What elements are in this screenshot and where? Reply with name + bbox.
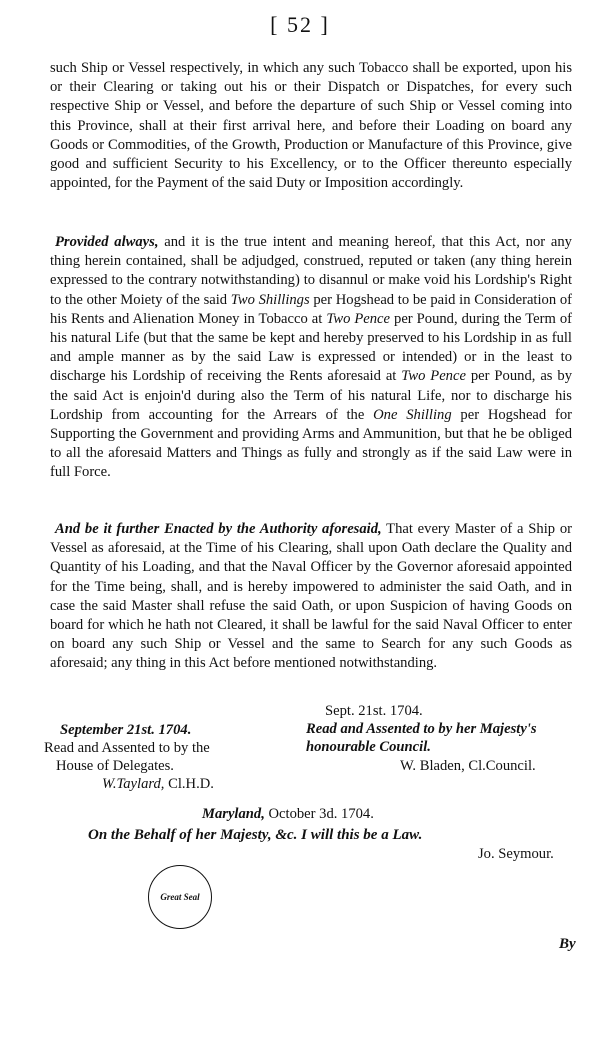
proviso-italic-d: One Shilling	[373, 406, 452, 423]
closing-place: Maryland,	[202, 806, 265, 822]
proviso-text-b: per Hogshead to be paid in Consideration of his Rents and Alienation Money in Tobacco at	[50, 291, 572, 327]
seal-label: Great Seal	[160, 892, 200, 902]
proviso-italic-b: Two Pence	[326, 310, 391, 327]
proviso-text-d: per Pound, as by the said Act is enjoin'd during also the Term of his natural Life, nor to discharge his Lordship from accounting for the Arrears of the	[50, 368, 572, 423]
paragraph-proviso	[50, 233, 572, 483]
proviso-lead: Provided always,	[55, 234, 159, 250]
delegates-clerk-name: W.Taylard,	[102, 776, 165, 792]
catchword: By	[559, 936, 576, 952]
enactment-text: That every Master of a Ship or Vessel as aforesaid, at the Time of his Clearing, shall upon Oath declare the Quality and Quantity of his Loading, and that the Naval Officer by the Governor aforesaid appointed for the Time being, shall, and is hereby impowered to administer the said Oath, and in case the said Master shall refuse the said Oath, or upon Suspicion of having Goods on board for which he hath not Cleared, it shall be lawful for the said Naval Officer to enter on board any such Ship or Vessel and the same to Search for any such Goods as aforesaid; any thing in this Act before mentioned notwithstanding.	[50, 521, 572, 672]
council-assent: Read and Assented to by her Majesty's honourable Council.	[306, 721, 537, 755]
proviso-italic-a: Two Shillings	[230, 291, 310, 308]
proviso-text-a: and it is the true intent and meaning hereof, that this Act, nor any thing herein contained, shall be adjudged, construed, reputed or taken (any thing herein expressed to the contrary notwithstanding) to disannul or make void his Lordship's Right to the other Moiety of the said	[50, 234, 572, 308]
delegates-clerk	[102, 775, 214, 793]
enactment-lead: And be it further Enacted by the Authority aforesaid,	[55, 521, 382, 537]
closing-place-date	[202, 805, 374, 823]
delegates-clerk-title: Cl.H.D.	[164, 776, 214, 792]
great-seal-icon	[148, 865, 212, 929]
paragraph-continuation: such Ship or Vessel respectively, in which any such Tobacco shall be exported, upon his or their Clearing or taking out his or their Dispatch or Dispatches, for every such respective Ship or Vessel, and before the departure of such Ship or Vessel coming into this Province, shall at their first arrival here, and before their Loading on board any Goods or Commodities, of the Growth, Production or Manufacture of this Province, give good and sufficient Security to his Excellency, or to the Officer thereunto especially appointed, for the Payment of the said Duty or Imposition accordingly.	[50, 60, 572, 192]
delegates-assent-line2: House of Delegates.	[56, 758, 174, 774]
closing-behalf: On the Behalf of her Majesty, &c. I will this be a Law.	[88, 827, 423, 843]
proviso-text-e: per Hogshead for Supporting the Government and providing Arms and Ammunition, but that he be obliged to all the aforesaid Matters and Things as fully and strongly as if the said Law were in full Force.	[50, 406, 572, 481]
closing-date: October 3d. 1704.	[264, 806, 374, 822]
paragraph-enactment	[50, 520, 572, 674]
governor-signature: Jo. Seymour.	[478, 846, 554, 862]
page-number: [ 52 ]	[270, 12, 330, 37]
proviso-italic-c: Two Pence	[401, 368, 466, 385]
council-clerk: W. Bladen, Cl.Council.	[400, 758, 536, 774]
delegates-date: September 21st. 1704.	[60, 722, 192, 738]
delegates-assent-line1: Read and Assented to by the	[44, 740, 210, 756]
council-date: Sept. 21st. 1704.	[325, 703, 423, 719]
proviso-text-c: per Pound, during the Term of his natural Life (but that the same be kept and hereby preserved to his Lordship in as full and ample manner as by the said Law is expressed or intended) or in the least to discharge his Lordship of receiving the Rents aforesaid at	[50, 310, 573, 385]
